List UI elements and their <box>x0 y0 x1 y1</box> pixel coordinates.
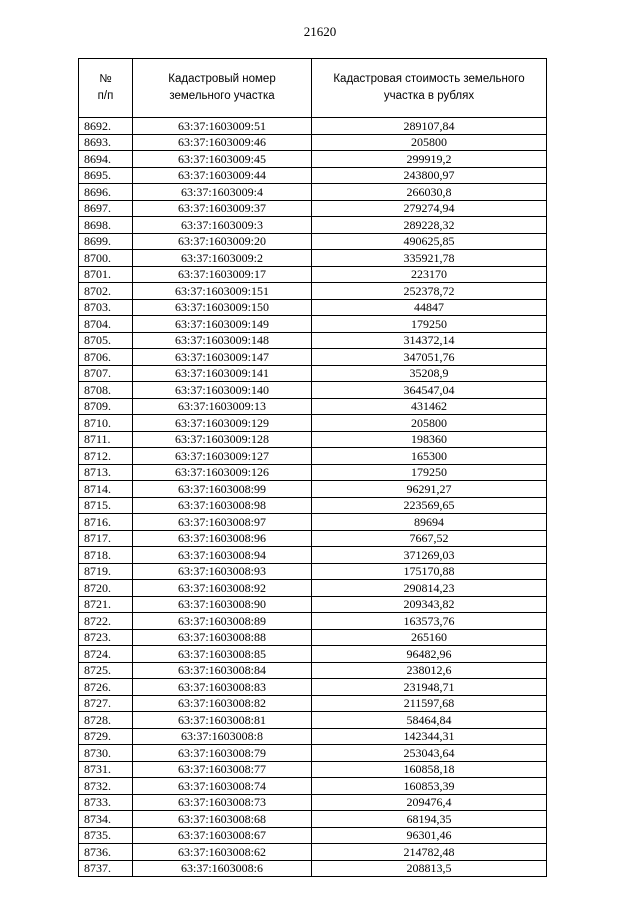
cadastral-value: 179250 <box>312 316 547 333</box>
cadastral-value: 142344,31 <box>312 728 547 745</box>
table-row <box>79 382 547 399</box>
row-number: 8734. <box>79 811 133 828</box>
row-number: 8704. <box>79 316 133 333</box>
row-number: 8697. <box>79 200 133 217</box>
row-number: 8711. <box>79 431 133 448</box>
cadastral-value: 214782,48 <box>312 844 547 861</box>
cadastral-number: 63:37:1603009:151 <box>133 283 312 300</box>
table-row <box>79 316 547 333</box>
cadastral-value: 490625,85 <box>312 233 547 250</box>
table-row <box>79 332 547 349</box>
cadastral-value: 371269,03 <box>312 547 547 564</box>
cadastral-number: 63:37:1603008:79 <box>133 745 312 762</box>
cadastral-number: 63:37:1603008:92 <box>133 580 312 597</box>
cadastral-number: 63:37:1603009:45 <box>133 151 312 168</box>
cadastral-number: 63:37:1603009:148 <box>133 332 312 349</box>
cadastral-number: 63:37:1603009:44 <box>133 167 312 184</box>
table-row <box>79 629 547 646</box>
cadastral-value: 243800,97 <box>312 167 547 184</box>
cadastral-number: 63:37:1603009:127 <box>133 448 312 465</box>
table-row <box>79 217 547 234</box>
cadastral-number: 63:37:1603008:83 <box>133 679 312 696</box>
cadastral-number: 63:37:1603009:17 <box>133 266 312 283</box>
cadastral-number: 63:37:1603008:73 <box>133 794 312 811</box>
cadastral-number: 63:37:1603009:4 <box>133 184 312 201</box>
table-row <box>79 118 547 135</box>
page-number: 21620 <box>303 24 337 39</box>
cadastral-number: 63:37:1603008:99 <box>133 481 312 498</box>
row-number: 8706. <box>79 349 133 366</box>
table-row <box>79 745 547 762</box>
row-number: 8735. <box>79 827 133 844</box>
cadastral-number: 63:37:1603009:149 <box>133 316 312 333</box>
cadastral-number: 63:37:1603008:74 <box>133 778 312 795</box>
table-row <box>79 778 547 795</box>
table-row <box>79 233 547 250</box>
cadastral-number: 63:37:1603009:129 <box>133 415 312 432</box>
table-row <box>79 844 547 861</box>
cadastral-number: 63:37:1603009:20 <box>133 233 312 250</box>
cadastral-value: 44847 <box>312 299 547 316</box>
table-row <box>79 349 547 366</box>
table-row <box>79 200 547 217</box>
table-row <box>79 596 547 613</box>
cadastral-value: 265160 <box>312 629 547 646</box>
table-row <box>79 481 547 498</box>
table-row <box>79 811 547 828</box>
row-number: 8713. <box>79 464 133 481</box>
row-number: 8695. <box>79 167 133 184</box>
cadastral-number: 63:37:1603009:150 <box>133 299 312 316</box>
cadastral-value: 205800 <box>312 134 547 151</box>
row-number: 8730. <box>79 745 133 762</box>
table-row <box>79 580 547 597</box>
row-number: 8733. <box>79 794 133 811</box>
cadastral-number: 63:37:1603008:77 <box>133 761 312 778</box>
cadastral-number: 63:37:1603009:37 <box>133 200 312 217</box>
cadastral-number: 63:37:1603008:88 <box>133 629 312 646</box>
table-row <box>79 283 547 300</box>
table-row <box>79 646 547 663</box>
cadastral-number: 63:37:1603008:89 <box>133 613 312 630</box>
cadastral-value: 364547,04 <box>312 382 547 399</box>
table-row <box>79 662 547 679</box>
cadastral-value: 160858,18 <box>312 761 547 778</box>
row-number: 8699. <box>79 233 133 250</box>
table-row <box>79 547 547 564</box>
cadastral-value: 252378,72 <box>312 283 547 300</box>
table-row <box>79 266 547 283</box>
row-number: 8720. <box>79 580 133 597</box>
cadastral-value: 209343,82 <box>312 596 547 613</box>
cadastral-number: 63:37:1603008:96 <box>133 530 312 547</box>
cadastral-value: 231948,71 <box>312 679 547 696</box>
table-row <box>79 794 547 811</box>
table-row <box>79 415 547 432</box>
cadastral-value: 209476,4 <box>312 794 547 811</box>
row-number: 8726. <box>79 679 133 696</box>
row-number: 8718. <box>79 547 133 564</box>
row-number: 8710. <box>79 415 133 432</box>
cadastral-number: 63:37:1603008:8 <box>133 728 312 745</box>
cadastral-number: 63:37:1603008:85 <box>133 646 312 663</box>
table-row <box>79 299 547 316</box>
cadastral-value: 160853,39 <box>312 778 547 795</box>
cadastral-number: 63:37:1603009:2 <box>133 250 312 267</box>
table-row <box>79 134 547 151</box>
row-number: 8722. <box>79 613 133 630</box>
table-row <box>79 679 547 696</box>
cadastral-value: 35208,9 <box>312 365 547 382</box>
cadastral-number: 63:37:1603008:84 <box>133 662 312 679</box>
table-row <box>79 151 547 168</box>
row-number: 8716. <box>79 514 133 531</box>
cadastral-value: 179250 <box>312 464 547 481</box>
table-row <box>79 827 547 844</box>
cadastral-value: 299919,2 <box>312 151 547 168</box>
column-header-number: № п/п <box>79 59 133 118</box>
table-row <box>79 613 547 630</box>
row-number: 8708. <box>79 382 133 399</box>
cadastral-value: 89694 <box>312 514 547 531</box>
row-number: 8714. <box>79 481 133 498</box>
cadastral-number: 63:37:1603008:81 <box>133 712 312 729</box>
cadastral-value: 205800 <box>312 415 547 432</box>
row-number: 8723. <box>79 629 133 646</box>
row-number: 8715. <box>79 497 133 514</box>
row-number: 8724. <box>79 646 133 663</box>
row-number: 8731. <box>79 761 133 778</box>
cadastral-value: 431462 <box>312 398 547 415</box>
table-row <box>79 365 547 382</box>
table-header-row <box>79 59 547 118</box>
cadastral-value: 58464,84 <box>312 712 547 729</box>
table-row <box>79 167 547 184</box>
row-number: 8692. <box>79 118 133 135</box>
cadastral-number: 63:37:1603008:94 <box>133 547 312 564</box>
cadastral-number: 63:37:1603008:67 <box>133 827 312 844</box>
cadastral-value: 290814,23 <box>312 580 547 597</box>
row-number: 8717. <box>79 530 133 547</box>
table-row <box>79 728 547 745</box>
row-number: 8698. <box>79 217 133 234</box>
cadastral-value: 211597,68 <box>312 695 547 712</box>
cadastral-value: 96482,96 <box>312 646 547 663</box>
row-number: 8709. <box>79 398 133 415</box>
cadastral-number: 63:37:1603009:141 <box>133 365 312 382</box>
table-row <box>79 448 547 465</box>
cadastral-number: 63:37:1603008:90 <box>133 596 312 613</box>
cadastral-number: 63:37:1603008:82 <box>133 695 312 712</box>
cadastral-value: 68194,35 <box>312 811 547 828</box>
row-number: 8712. <box>79 448 133 465</box>
cadastral-number: 63:37:1603009:126 <box>133 464 312 481</box>
row-number: 8701. <box>79 266 133 283</box>
row-number: 8727. <box>79 695 133 712</box>
row-number: 8729. <box>79 728 133 745</box>
cadastral-value: 198360 <box>312 431 547 448</box>
cadastral-value: 347051,76 <box>312 349 547 366</box>
cadastral-value: 335921,78 <box>312 250 547 267</box>
cadastral-value: 314372,14 <box>312 332 547 349</box>
cadastral-value: 175170,88 <box>312 563 547 580</box>
cadastral-value-table <box>78 58 547 877</box>
cadastral-number: 63:37:1603009:3 <box>133 217 312 234</box>
table-row <box>79 250 547 267</box>
cadastral-value: 163573,76 <box>312 613 547 630</box>
cadastral-number: 63:37:1603008:68 <box>133 811 312 828</box>
cadastral-value: 165300 <box>312 448 547 465</box>
table-row <box>79 563 547 580</box>
row-number: 8719. <box>79 563 133 580</box>
column-header-cadastral-number: Кадастровый номер земельного участка <box>133 59 312 118</box>
cadastral-value: 289107,84 <box>312 118 547 135</box>
table-row <box>79 464 547 481</box>
cadastral-value: 96291,27 <box>312 481 547 498</box>
row-number: 8693. <box>79 134 133 151</box>
cadastral-number: 63:37:1603008:6 <box>133 860 312 877</box>
cadastral-number: 63:37:1603008:97 <box>133 514 312 531</box>
table-body <box>79 118 547 877</box>
cadastral-number: 63:37:1603009:51 <box>133 118 312 135</box>
cadastral-value: 223569,65 <box>312 497 547 514</box>
row-number: 8705. <box>79 332 133 349</box>
cadastral-number: 63:37:1603009:46 <box>133 134 312 151</box>
cadastral-number: 63:37:1603008:62 <box>133 844 312 861</box>
cadastral-number: 63:37:1603009:147 <box>133 349 312 366</box>
cadastral-value: 238012,6 <box>312 662 547 679</box>
cadastral-value: 279274,94 <box>312 200 547 217</box>
row-number: 8728. <box>79 712 133 729</box>
row-number: 8732. <box>79 778 133 795</box>
table-row <box>79 398 547 415</box>
row-number: 8737. <box>79 860 133 877</box>
row-number: 8703. <box>79 299 133 316</box>
cadastral-number: 63:37:1603009:13 <box>133 398 312 415</box>
table-row <box>79 497 547 514</box>
cadastral-value: 223170 <box>312 266 547 283</box>
table-row <box>79 184 547 201</box>
table-row <box>79 761 547 778</box>
table-row <box>79 860 547 877</box>
cadastral-value: 253043,64 <box>312 745 547 762</box>
row-number: 8707. <box>79 365 133 382</box>
row-number: 8725. <box>79 662 133 679</box>
row-number: 8721. <box>79 596 133 613</box>
cadastral-value: 208813,5 <box>312 860 547 877</box>
cadastral-number: 63:37:1603008:98 <box>133 497 312 514</box>
table-row <box>79 514 547 531</box>
table-row <box>79 712 547 729</box>
row-number: 8736. <box>79 844 133 861</box>
cadastral-value: 289228,32 <box>312 217 547 234</box>
table-row <box>79 431 547 448</box>
table-row <box>79 695 547 712</box>
cadastral-number: 63:37:1603008:93 <box>133 563 312 580</box>
cadastral-number: 63:37:1603009:128 <box>133 431 312 448</box>
table-row <box>79 530 547 547</box>
row-number: 8694. <box>79 151 133 168</box>
cadastral-number: 63:37:1603009:140 <box>133 382 312 399</box>
row-number: 8702. <box>79 283 133 300</box>
cadastral-value: 96301,46 <box>312 827 547 844</box>
cadastral-value: 7667,52 <box>312 530 547 547</box>
row-number: 8696. <box>79 184 133 201</box>
column-header-cadastral-value: Кадастровая стоимость земельного участка в рублях <box>312 59 547 118</box>
row-number: 8700. <box>79 250 133 267</box>
cadastral-value: 266030,8 <box>312 184 547 201</box>
